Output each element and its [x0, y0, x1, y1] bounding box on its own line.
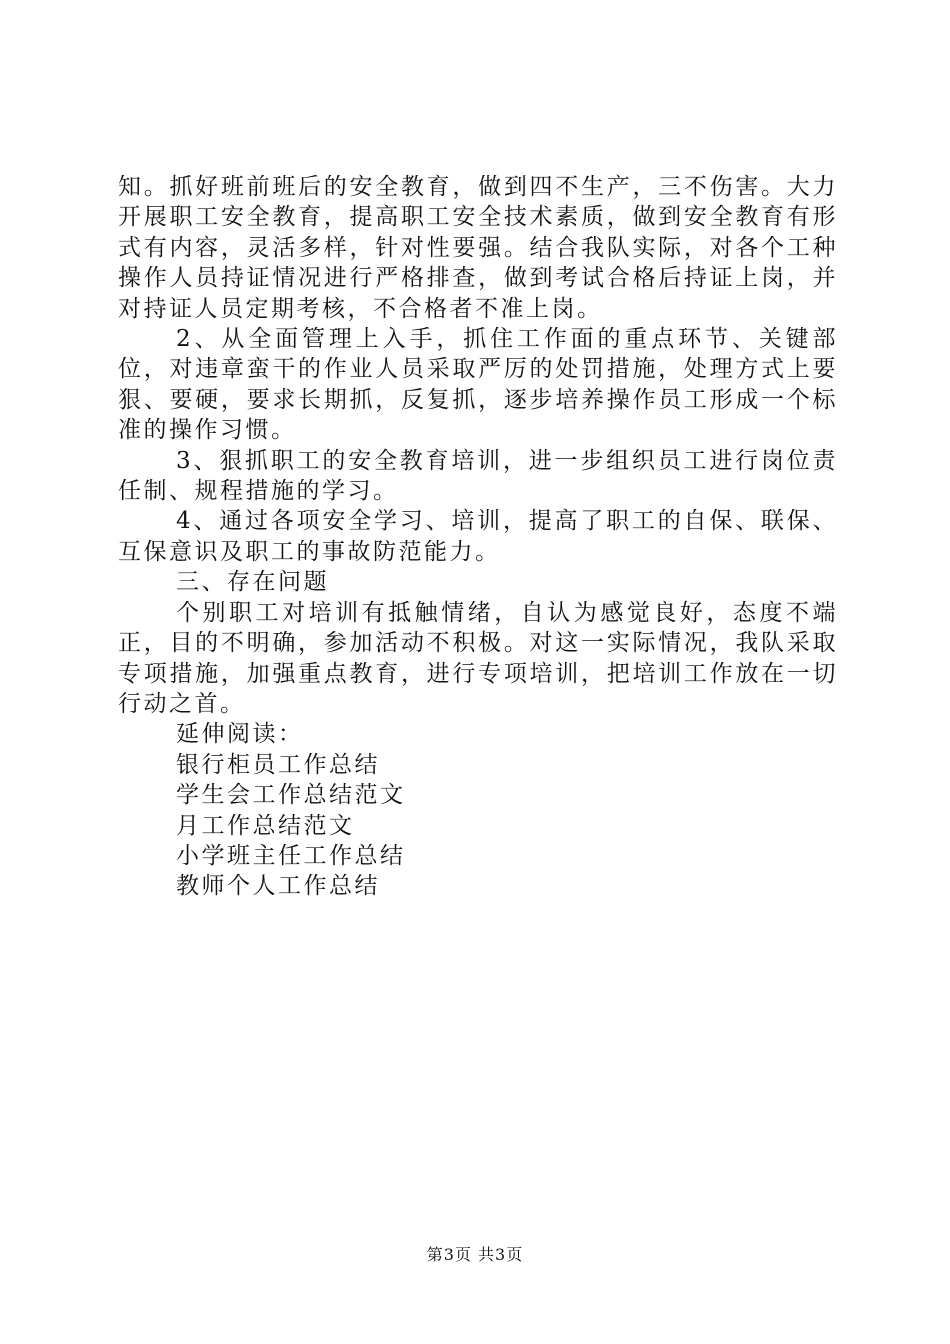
further-reading-link[interactable]: 教师个人工作总结 — [176, 873, 380, 900]
paragraph-item-2: 2、从全面管理上入手，抓住工作面的重点环节、关键部位，对违章蛮干的作业人员采取严厉的处罚措施，处理方式上要狠、要硬，要求长期抓，反复抓，逐步培养操作员工形成一个标准的操作习惯。 — [118, 326, 838, 444]
further-reading-link[interactable]: 银行柜员工作总结 — [176, 751, 380, 778]
further-reading-link[interactable]: 小学班主任工作总结 — [176, 842, 406, 869]
paragraph-item-3: 3、狠抓职工的安全教育培训，进一步组织员工进行岗位责任制、规程措施的学习。 — [118, 447, 838, 505]
further-reading-link[interactable]: 学生会工作总结范文 — [176, 782, 406, 809]
paragraph-continuation: 知。抓好班前班后的安全教育，做到四不生产，三不伤害。大力开展职工安全教育，提高职工安全技术素质，做到安全教育有形式有内容，灵活多样，针对性要强。结合我队实际，对各个工种操作人员持证情况进行严格排查，做到考试合格后持证上岗，并对持证人员定期考核，不合格者不准上岗。 — [118, 174, 838, 322]
document-body — [118, 172, 838, 902]
further-reading-heading: 延伸阅读： — [176, 721, 304, 748]
paragraph-issues: 个别职工对培训有抵触情绪，自认为感觉良好，态度不端正，目的不明确，参加活动不积极。对这一实际情况，我队采取专项措施，加强重点教育，进行专项培训，把培训工作放在一切行动之首。 — [118, 599, 838, 717]
section-heading-issues: 三、存在问题 — [176, 569, 329, 596]
page-number-footer: 第3页 共3页 — [426, 1245, 524, 1264]
further-reading-link[interactable]: 月工作总结范文 — [176, 812, 355, 839]
paragraph-item-4: 4、通过各项安全学习、培训，提高了职工的自保、联保、互保意识及职工的事故防范能力。 — [118, 508, 838, 565]
